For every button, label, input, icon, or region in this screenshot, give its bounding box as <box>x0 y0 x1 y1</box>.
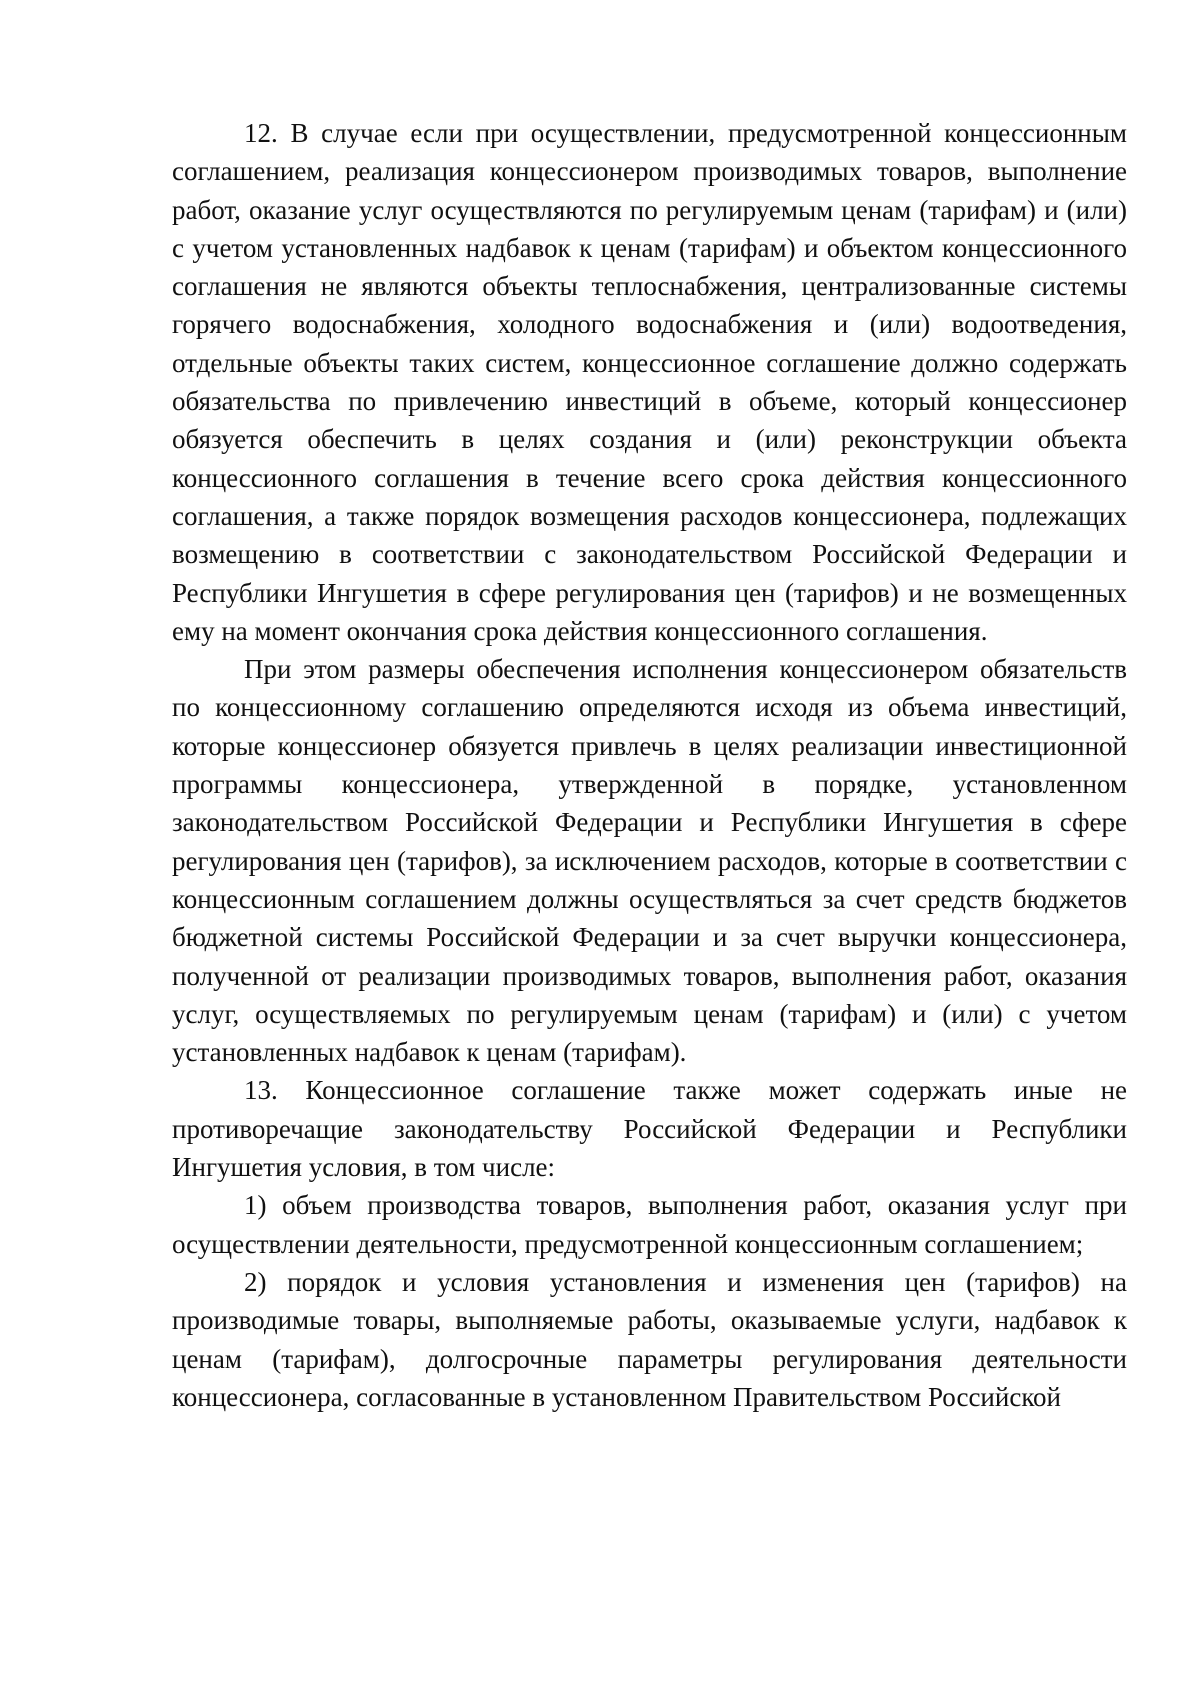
document-body <box>172 114 1127 1416</box>
paragraph-13: 13. Концессионное соглашение также может содержать иные не противоречащие законодательству Российской Федерации и Республики Ингушетия условия, в том числе: <box>172 1075 1127 1183</box>
paragraph-12: 12. В случае если при осуществлении, предусмотренной концессионным соглашением, реализация концессионером производимых товаров, выполнение работ, оказание услуг осуществляются по регулируемым ценам (тарифам) и (или) с учетом установленных надбавок к ценам (тарифам) и объектом концессионного соглашения не являются объекты теплоснабжения, централизованные системы горячего водоснабжения, холодного водоснабжения и (или) водоотведения, отдельные объекты таких систем, концессионное соглашение должно содержать обязательства по привлечению инвестиций в объеме, который концессионер обязуется обеспечить в целях создания и (или) реконструкции объекта концессионного соглашения в течение всего срока действия концессионного соглашения, а также порядок возмещения расходов концессионера, подлежащих возмещению в соответствии с законодательством Российской Федерации и Республики Ингушетия в сфере регулирования цен (тарифов) и не возмещенных ему на момент окончания срока действия концессионного соглашения. <box>172 118 1127 646</box>
list-item-2: 2) порядок и условия установления и изменения цен (тарифов) на производимые товары, выполняемые работы, оказываемые услуги, надбавок к ценам (тарифам), долгосрочные параметры регулирования деятельности концессионера, согласованные в установленном Правительством Российской <box>172 1266 1127 1412</box>
paragraph-12-continuation: При этом размеры обеспечения исполнения концессионером обязательств по концессионному соглашению определяются исходя из объема инвестиций, которые концессионер обязуется привлечь в целях реализации инвестиционной программы концессионера, утвержденной в порядке, установленном законодательством Российской Федерации и Республики Ингушетия в сфере регулирования цен (тарифов), за исключением расходов, которые в соответствии с концессионным соглашением должны осуществляться за счет средств бюджетов бюджетной системы Российской Федерации и за счет выручки концессионера, полученной от реализации производимых товаров, выполнения работ, оказания услуг, осуществляемых по регулируемым ценам (тарифам) и (или) с учетом установленных надбавок к ценам (тарифам). <box>172 654 1127 1068</box>
list-item-1: 1) объем производства товаров, выполнения работ, оказания услуг при осуществлении деятельности, предусмотренной концессионным соглашением; <box>172 1190 1127 1259</box>
